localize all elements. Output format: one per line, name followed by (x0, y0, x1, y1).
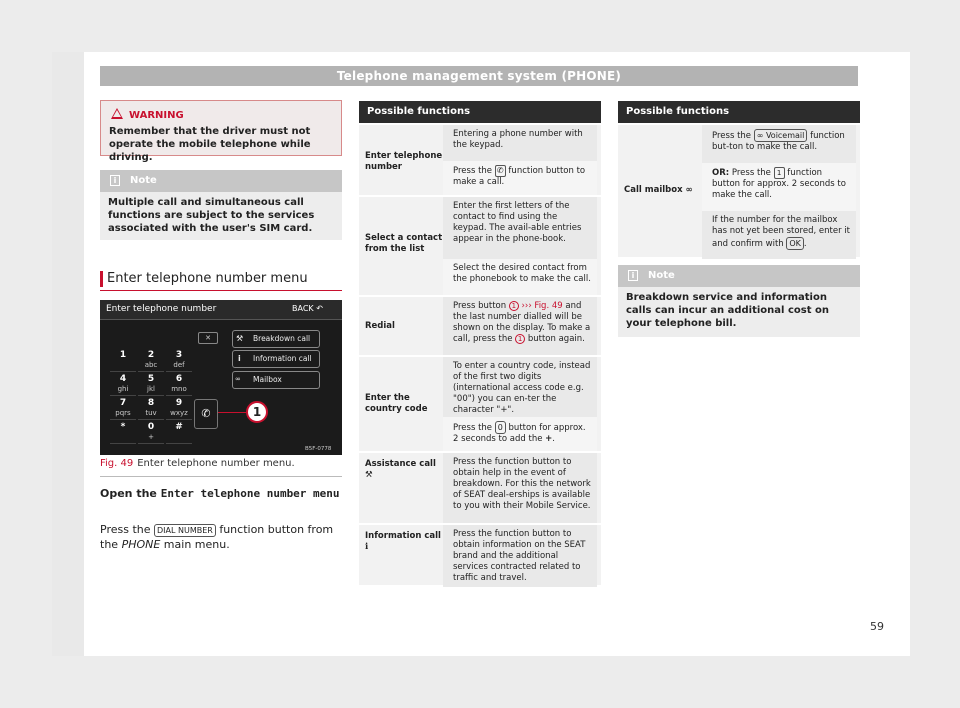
information-call-button[interactable]: Information call (232, 350, 320, 368)
note-box (100, 170, 342, 240)
screen-title: Enter telephone number (106, 304, 217, 314)
table-row (359, 195, 601, 295)
row-label: Call mailbox ∞ (624, 185, 693, 195)
note-label: Note (130, 175, 157, 186)
callout-ref: 1 (515, 334, 525, 344)
table-cell: Press the ∞ Voicemail function but-ton to make the call. (702, 125, 856, 163)
table-cell: Press the function button to obtain information on the SEAT brand and the additional services contracted related to traffic and travel. (443, 525, 597, 587)
note-heading (618, 265, 860, 287)
table-header: Possible functions (359, 101, 601, 123)
info-icon: i (110, 175, 120, 186)
open-menu-instructions: Press the DIAL NUMBER function button from the PHONE main menu. (100, 523, 334, 551)
table-row (359, 523, 601, 585)
table-row (359, 295, 601, 355)
note-label: Note (648, 270, 675, 281)
warning-triangle-icon (111, 108, 123, 119)
table-header: Possible functions (618, 101, 860, 123)
mailbox-button[interactable]: Mailbox (232, 371, 320, 389)
voicemail-key: ∞ Voicemail (754, 129, 808, 142)
table-cell: Press the ✆ function button to make a call. (443, 161, 597, 197)
wrench-icon: ⚒ (365, 470, 373, 480)
row-label: Enter telephone number (365, 151, 443, 172)
figure-code: B5F-0778 (305, 446, 332, 452)
table-row (359, 123, 601, 195)
chapter-header: Telephone management system (PHONE) (100, 66, 858, 86)
row-label: Enter the country code (365, 393, 428, 414)
keypad-key[interactable]: 1 (110, 350, 136, 372)
info-i-icon: i (238, 354, 241, 363)
note-box-2 (618, 265, 860, 337)
keypad-key[interactable]: 2 abc (138, 350, 164, 372)
keypad-key[interactable]: # (166, 422, 192, 444)
table-cell: Enter the first letters of the contact to find using the keypad. The avail-able entries appear in the phone-book. (443, 197, 597, 259)
voicemail-icon: ∞ (235, 375, 241, 383)
keypad-key[interactable]: 0 + (138, 422, 164, 444)
table-cell: OR: Press the 1 function button for approx. 2 seconds to make the call. (702, 163, 856, 211)
dial-number-key: DIAL NUMBER (154, 524, 216, 537)
warning-box (100, 100, 342, 163)
back-button[interactable]: BACK ↶ (292, 304, 323, 313)
table-cell: If the number for the mailbox has not yet been stored, enter it and confirm with OK . (702, 211, 856, 259)
info-i-icon: ℹ (365, 542, 369, 552)
table-cell: Press the function button to obtain help in the event of breakdown. For this the network of SEAT deal-erships is available to you with their Mobile Service. (443, 453, 597, 525)
callout-1: 1 (246, 401, 268, 423)
keypad-key[interactable]: 5 jkl (138, 374, 164, 396)
warning-label: WARNING (129, 110, 184, 121)
keypad-key[interactable]: 9 wxyz (166, 398, 192, 420)
note-heading (100, 170, 342, 192)
wrench-icon: ⚒ (236, 334, 244, 343)
mailbox-key-icon: 1 (774, 167, 785, 179)
table-cell: Press the 0 button for approx. 2 seconds to add the +. (443, 417, 597, 453)
keypad-key[interactable]: 7 pqrs (110, 398, 136, 420)
row-label: Assistance call ⚒ (365, 459, 436, 480)
back-arrow-icon: ↶ (316, 304, 323, 313)
table-cell: Press button 1 ››› Fig. 49 and the last number dialled will be shown on the display. To make a call, press the 1 button again. (443, 297, 597, 357)
breakdown-call-button[interactable]: Breakdown call (232, 330, 320, 348)
functions-table (359, 101, 601, 585)
voicemail-icon: ∞ (685, 185, 693, 195)
table-row (359, 355, 601, 451)
backspace-icon[interactable]: ✕ (198, 332, 218, 344)
row-label: Information call ℹ (365, 531, 441, 552)
table-cell: To enter a country code, instead of the first two digits (international access code e.g. "00") you can en-ter the character "+". (443, 357, 597, 417)
keypad-key[interactable]: 8 tuv (138, 398, 164, 420)
caption-rule (100, 476, 342, 477)
keypad-key[interactable]: 4 ghi (110, 374, 136, 396)
figure-screen (100, 300, 342, 455)
handset-key-icon: ✆ (495, 165, 506, 177)
call-button[interactable] (194, 399, 218, 429)
keypad-key[interactable]: 6 mno (166, 374, 192, 396)
table-cell: Select the desired contact from the phonebook to make the call. (443, 259, 597, 297)
warning-heading (111, 107, 184, 121)
section-title: Enter telephone number menu (100, 271, 342, 287)
page-number: 59 (870, 620, 884, 633)
figure-caption: Fig. 49 Enter telephone number menu. (100, 458, 295, 469)
row-label: Redial (365, 321, 395, 331)
callout-ref: 1 (509, 301, 519, 311)
mailbox-table (618, 101, 860, 257)
open-menu-heading: Open the Enter telephone number menu (100, 487, 340, 500)
row-label: Select a contact from the list (365, 233, 443, 254)
info-icon: i (628, 270, 638, 281)
figure-number: Fig. 49 (100, 458, 134, 469)
figure-link[interactable]: Fig. 49 (534, 301, 563, 311)
keypad-key[interactable]: * (110, 422, 136, 444)
note-text: Multiple call and simultaneous call functions are subject to the services associated with the user's SIM card. (108, 197, 315, 234)
callout-line (218, 412, 248, 413)
ok-key: OK (786, 237, 804, 250)
table-cell: Entering a phone number with the keypad. (443, 125, 597, 161)
table-row (618, 123, 860, 257)
handset-icon: ✆ (201, 407, 211, 420)
warning-text: Remember that the driver must not operate the mobile telephone while driving. (109, 126, 311, 163)
note-text: Breakdown service and information calls can incur an additional cost on your telephone bill. (626, 292, 829, 329)
section-divider (100, 290, 342, 291)
table-row (359, 451, 601, 523)
keypad-key[interactable]: 3 def (166, 350, 192, 372)
